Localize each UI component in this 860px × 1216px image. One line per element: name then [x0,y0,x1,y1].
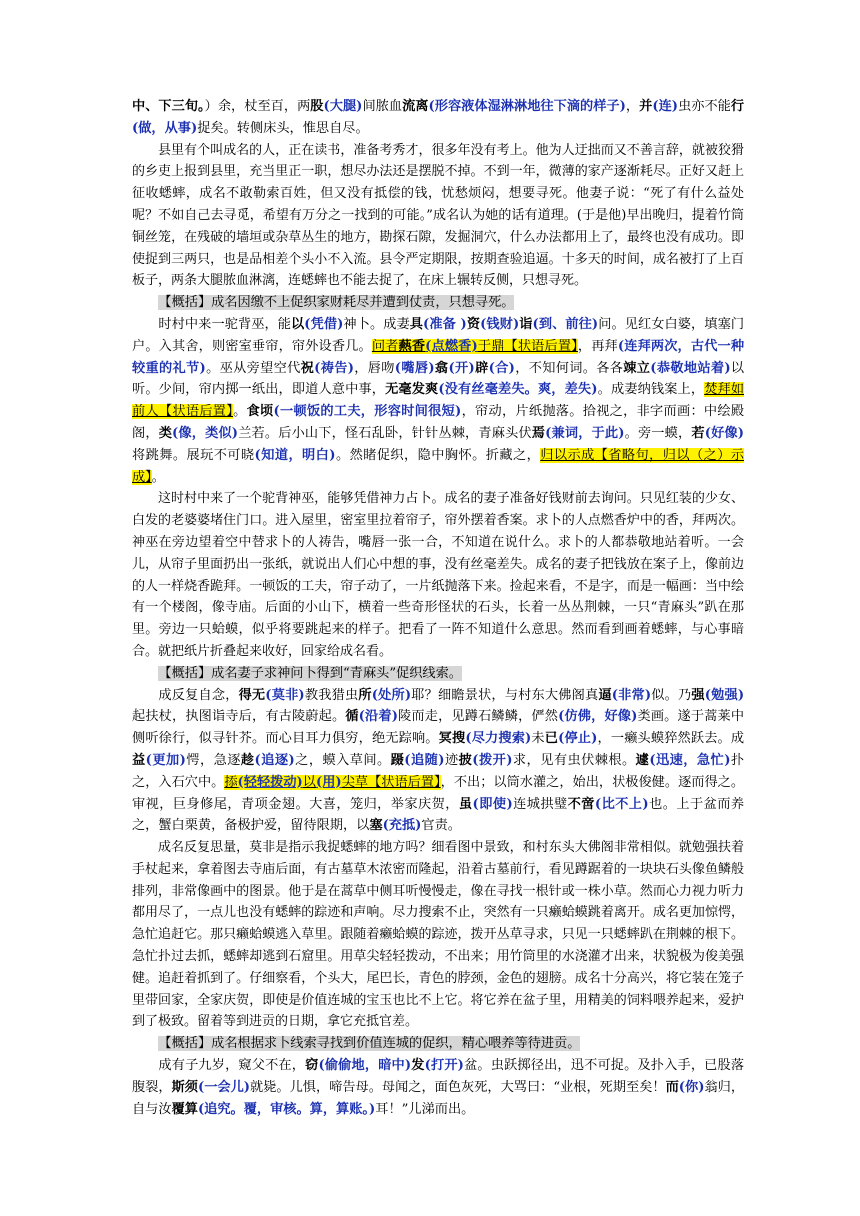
keyword-term: 以 [291,316,305,332]
keyword-term: 资 [466,316,481,332]
keyword-term: 蹑 [390,752,405,768]
text-run: 。巫从旁望空代 [205,360,301,376]
text-run: 也。上于盆而养之，蟹白栗黄，备极护爱，留待限期，以 [132,796,745,834]
keyword-term: 披 [458,752,473,768]
text-run: 官责。 [421,818,461,834]
text-run: ，不出；以筒水灌之，始出，状极俊健。逐而得之。审视，巨身修尾，青项金翅。大喜，笼归，举家庆贺， [132,774,745,812]
keyword-term: 祝 [300,360,315,376]
translation-paragraph-2: 这时村中来了一个驼背神巫，能够凭借神力占卜。成名的妻子准备好钱财前去询问。只见红装的少女、白发的老婆婆堵住门口。进入屋里，密室里拉着帘子，帘外摆着香案。求卜的人点燃香炉中的香，拜两次。神巫在旁边望着空中替求卜的人祷告，嘴唇一张一合，不知道在说什么。求卜的人都恭敬地站着听。一会儿，从帘子里面扔出一张纸，就说出人们心中想的事，没有丝毫差失。成名的妻子把钱放在案子上，像前边的人一样烧香跪拜。一顿饭的工夫，帘子动了，一片纸抛落下来。捡起来看，不是字，而是一幅画：当中绘有一个楼阁，像寺庙。后面的小山下，横着一些奇形怪状的石头，长着一丛丛荆棘，一只“青麻头”趴在那里。旁边一只蛤蟆，似乎将要跳起来的样子。把看了一阵不知道什么意思。然而看到画着蟋蟀，与心事暗合。就把纸片折叠起来收好，回家给成名看。 [132,491,744,659]
highlighted-phrase: 以 [302,774,316,790]
gloss-note: (形容液体湿淋淋地往下滴的样子) [428,99,626,114]
gloss-note: (偷偷地，暗中) [318,1058,412,1074]
gloss-note: (追究。覆，审核。算，算账。) [197,1101,376,1117]
text-run: ， [625,99,640,114]
text-run: 成反复自念， [158,687,239,703]
gloss-note: (迅速，急忙) [649,752,731,768]
keyword-term: 趁 [240,752,255,768]
keyword-term: 虽 [458,796,473,812]
text-run: 起扶杖，执图诣寺后，有古陵蔚起。 [132,709,346,725]
keyword-term: 斯须 [171,1079,198,1095]
text-run: ，一癞头蟆猝然跃去。成 [597,731,745,747]
gloss-note: (好像) [704,425,745,441]
text-run: 成有子九岁，窥父不在， [158,1058,306,1074]
gloss-note: (处所) [371,687,412,703]
translation-paragraph-3: 成名反复思量，莫非是指示我捉蟋蟀的地方吗？细看图中景致，和村东头大佛阁非常相似。就勉强扶着手杖起来，拿着图去寺庙后面，有古墓草木浓密而隆起，沿着古墓前行，看见蹲踞着的一块块石头像鱼鳞般排列，非常像画中的图景。他于是在蒿草中侧耳听慢慢走，像在寻找一根针或一株小草。然而心力视力听力都用尽了，一点儿也没有蟋蟀的踪迹和声响。尽力搜索不止，突然有一只癞蛤蟆跳着离开。成名更加惊愕，急忙追赶它。那只癞蛤蟆逃入草里。跟随着癞蛤蟆的踪迹，拨开丛草寻求，只见一只蟋蟀趴在荆棘的根下。急忙扑过去抓，蟋蟀却逃到石窟里。用草尖轻轻拨动，不出来；用竹筒里的水浇灌才出来，状貌极为俊美强健。追赶着抓到了。仔细察看，个头大，尾巴长，青色的脖颈，金色的翅膀。成名十分高兴，将它装在笼子里带回家，全家庆贺，即使是价值连城的宝玉也比不上它。将它养在盆子里，用精美的饲料喂养起来，爱护到了极致。留着等到进贡的日期，拿它充抵官差。 [132,840,744,1030]
original-paragraph-4 [132,1055,744,1120]
gloss-note: (比不上) [594,796,649,812]
text-run: 。成妻纳钱案上， [597,382,705,398]
translation-paragraph-1: 县里有个叫成名的人，正在读书，准备考秀才，很多年没有考上。他为人迂拙而又不善言辞，就被狡猾的乡吏上报到县里，充当里正一职，想尽办法还是摆脱不掉。不到一年，微薄的家产逐渐耗尽。正好又赶上征收蟋蟀，成名不敢勒索百姓，但又没有抵偿的钱，忧愁烦闷，想要寻死。他妻子说：“死了有什么益处呢？不如自己去寻觅，希望有万分之一找到的可能。”成名认为她的话有道理。(于是他)早出晚归，提着竹筒铜丝笼，在残破的墙垣或杂草丛生的地方，勘探石隙，发掘洞穴，什么办法都用上了，最终也没有成功。即使捉到三两只，也是品相差个头小不入流。县令严定期限，按期查验追逼。十多天的时间，成名被打了上百板子，两条大腿脓血淋漓，连蟋蟀也不能去捉了，在床上辗转反侧，只想寻死。 [132,142,744,289]
keyword-term: 已 [544,731,559,747]
gloss-note: (充抵) [382,818,422,834]
highlighted-phrase: 焚拜如前人【状语后置】 [132,382,745,420]
gloss-note: (停止) [558,731,598,747]
keyword-term: 发 [411,1058,425,1074]
text-run: 耳！”儿涕而出。 [375,1101,475,1117]
text-run: 兰若。后小山下，怪石乱卧，针针丛棘，青麻头伏 [238,425,532,441]
keyword-term: 若 [691,425,705,441]
gloss-note: (勉强) [704,687,745,703]
gloss-note: (钱财) [480,316,520,332]
gloss-note: (兼词，于此) [545,425,625,441]
keyword-term: 中、下三旬。 [132,99,205,114]
summary-line-2 [132,663,744,685]
highlighted-phrase: 问者 [371,338,399,354]
text-run: ，唇吻 [353,360,395,376]
summary-line-1 [132,292,744,314]
original-paragraph-2 [132,314,744,488]
gloss-note: (准备 ) [423,316,467,332]
gloss-note: (莫非) [265,687,305,703]
text-run: ，再拜 [577,338,618,354]
text-run: 陵而走，见蹲石鳞鳞，俨然 [397,709,559,725]
keyword-term: 强 [691,687,705,703]
gloss-note: (仿佛，好像) [558,709,638,725]
text-run: ，不知何词。各各 [514,360,624,376]
text-run: 问。见红女白婆，填塞门户。入其舍，则密室垂帘，帘外设香几。 [132,316,745,354]
gloss-note: (打开) [424,1058,464,1074]
text-run: 翁归，自与汝 [132,1079,745,1117]
keyword-term: 竦立 [623,360,651,376]
gloss-note: (追随) [404,752,445,768]
keyword-term: 遽 [635,752,650,768]
keyword-term: 逼 [598,687,612,703]
text-run: 类画。遂于蒿莱中侧听徐行，似寻针芥。而心目耳力俱穷，绝无踪响。 [132,709,745,747]
gloss-note: (到、前往) [532,316,599,332]
text-run: 虫亦不能 [678,99,731,114]
gloss-note: (连) [652,99,679,114]
gloss-note: (没有丝毫差失。爽，差失) [438,382,598,398]
keyword-term: 类 [158,425,173,441]
text-run: 捉矣。转侧床头，惟思自尽。 [197,120,369,136]
text-run: 就毙。儿惧，啼告母。母闻之，面色灰死，大骂曰：“业根，死期至矣！ [250,1079,666,1095]
highlighted-phrase: 于鼎【状语后置】 [477,338,578,354]
text-run: 连城拱璧 [512,796,568,812]
keyword-term: 无毫发爽 [385,382,439,398]
gloss-note: (恭敬地站着) [650,360,731,376]
summary-text-1: 【概括】成名因缴不上促织家财耗尽并遭到仗责，只想寻死。 [158,295,515,311]
keyword-term: 并 [639,99,653,114]
gloss-note: (沿着) [358,709,398,725]
keyword-term: 益 [132,752,146,768]
text-run: 盆。虫跃掷径出，迅不可捉。及扑入手，已股落腹裂， [132,1058,745,1095]
keyword-term: 覆算 [171,1101,198,1117]
gloss-note: (嘴唇) [394,360,435,376]
gloss-note: (祷告) [314,360,354,376]
gloss-note: (连拜两次，古代一种较重的礼节) [132,338,745,376]
highlighted-phrase: 尖草【状语后置】 [341,774,441,790]
gloss-note: (一会儿) [197,1079,251,1095]
keyword-term: 塞 [369,818,383,834]
document-body [132,96,744,1120]
keyword-term: 窃 [305,1058,319,1074]
gloss-note: (你) [678,1079,705,1095]
keyword-term: 翕 [434,360,449,376]
text-run: 将跳舞。展玩不可晓 [132,447,255,463]
text-run: 教我猎虫 [304,687,359,703]
highlighted-gloss: (用) [316,774,342,790]
text-run: ）余，杖至百，两 [204,99,311,114]
highlighted-phrase: 掭 [224,774,238,790]
text-run: 。旁一蟆， [624,425,692,441]
text-run: 神卜。成妻 [343,316,410,332]
highlighted-keyword: 爇香 [398,338,426,354]
gloss-note: (尽力搜索) [465,731,532,747]
text-run: 间脓血 [362,99,403,114]
gloss-note: (非常) [611,687,652,703]
keyword-term: 不啻 [567,796,595,812]
text-run: 之，蟆入草间。 [294,752,391,768]
summary-text-3: 【概括】成名根据求卜线索寻找到价值连城的促织，精心喂养等待进贡。 [158,1036,581,1052]
text-run: 扑之，入石穴中。 [132,752,745,790]
gloss-note: (大腿) [323,99,363,114]
keyword-term: 辟 [474,360,489,376]
keyword-term: 行 [730,99,745,114]
gloss-note: (更加) [145,752,186,768]
keyword-term: 食顷 [246,404,274,420]
text-run: 迹 [444,752,459,768]
gloss-note: (合) [488,360,515,376]
keyword-term: 具 [409,316,424,332]
keyword-term: 焉 [531,425,546,441]
gloss-note: (一顿饭的工夫，形容时间很短) [273,404,462,420]
text-run: 时村中来一驼背巫，能 [158,316,292,332]
gloss-note: (凭借) [304,316,344,332]
keyword-term: 股 [310,99,324,114]
text-run: 愕，急逐 [185,752,241,768]
gloss-note: (即使) [472,796,513,812]
text-run: 。 [233,404,247,420]
summary-line-3 [132,1033,744,1055]
highlighted-gloss: (轻轻拨动) [237,774,303,790]
original-paragraph-1 [132,96,744,140]
text-run: 求，见有虫伏棘根。 [512,752,636,768]
gloss-note: (追逐) [254,752,295,768]
keyword-term: 而 [665,1079,679,1095]
gloss-note: (知道，明白) [254,447,336,463]
keyword-term: 诣 [519,316,533,332]
gloss-note: (拨开) [472,752,513,768]
text-run: 耶？细瞻景状，与村东大佛阁真 [411,687,599,703]
summary-text-2: 【概括】成名妻子求神问卜得到“青麻头”促织线索。 [158,665,462,681]
text-run: 以听。少间，帘内掷一纸出，即道人意中事， [132,360,745,398]
keyword-term: 所 [358,687,372,703]
gloss-note: (像，类似) [172,425,239,441]
gloss-note: (开) [448,360,475,376]
highlighted-phrase: 归以示成【省略句，归以（之）示成】 [132,447,745,485]
keyword-term: 循 [345,709,359,725]
keyword-term: 流离 [402,99,429,114]
original-paragraph-3 [132,685,744,838]
text-run: ，帘动，片纸抛落。拾视之，非字而画：中绘殿阁， [132,404,745,441]
keyword-term: 冥搜 [438,731,466,747]
text-run: 似。乃 [651,687,692,703]
highlighted-gloss: (点燃香) [425,338,478,354]
text-run: 。然睹促织，隐中胸怀。折藏之， [335,447,541,463]
text-run: 未 [531,731,545,747]
keyword-term: 得无 [238,687,266,703]
text-run: 。 [151,469,165,485]
gloss-note: (做，从事) [132,120,198,136]
